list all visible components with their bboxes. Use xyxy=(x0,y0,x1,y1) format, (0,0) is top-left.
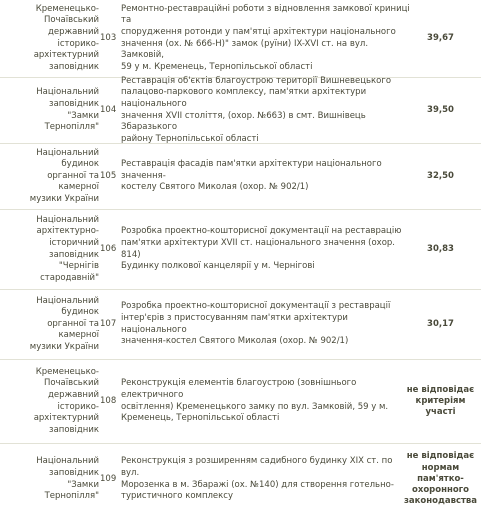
score-value: 30,83 xyxy=(427,243,454,254)
project-description: Розробка проектно-кошторисної документації з реставрації інтер'єрів з пристосуванням пам'ятки архітектури національного значення-костел Святого Миколая (охор. № 902/1) xyxy=(121,301,391,347)
row-number: 109 xyxy=(100,473,117,484)
table-row xyxy=(0,210,481,290)
organization-cell: Національний заповідник "Замки Тернопілля" xyxy=(36,456,99,502)
row-number: 104 xyxy=(100,104,117,115)
score-value: 32,50 xyxy=(427,170,454,181)
project-description: Реконструкція з розширенням садибного будинку XIX ст. по вул. Морозенка в м. Збаражі (ох. №140) для створення готельно- туристичного комплексу xyxy=(121,456,394,502)
score-value: 30,17 xyxy=(427,318,454,329)
table-row xyxy=(0,290,481,360)
table-row xyxy=(0,75,481,144)
score-note: не відповідає нормам пам'ятко- охоронного законодавства xyxy=(403,451,478,507)
project-description: Ремонтно-реставраційні роботи з відновлення замкової криниці та спорудження ротонди у пам'ятці архітектури національного значення (ох. № 666-Н)" замок (руїни) IX-XVI ст. на вул. Замковій, 59 у м. Кременець, Тернопільської області xyxy=(121,3,410,72)
organization-cell: Національний заповідник "Замки Тернопілля" xyxy=(36,87,99,133)
organization-cell: Національний будинок органної та камерної музики України xyxy=(29,147,99,204)
score-value: 39,67 xyxy=(427,32,454,43)
row-number: 103 xyxy=(100,32,117,43)
score-value: 39,50 xyxy=(427,104,454,115)
table-row xyxy=(0,144,481,210)
row-number: 108 xyxy=(100,395,117,406)
project-description: Реконструкція елементів благоустрою (зовнішнього електричного освітлення) Кременецького замку по вул. Замковій, 59 у м. Кременець, Тернопільської області xyxy=(121,378,389,424)
row-number: 107 xyxy=(100,318,117,329)
organization-cell: Кременецько- Почаївський державний історико- архітектурний заповідник xyxy=(33,366,99,435)
table-row xyxy=(0,360,481,444)
table-row xyxy=(0,444,481,515)
project-description: Розробка проектно-кошторисної документації на реставрацію пам'ятки архітектури XVII ст. національного значення (охор. 814) Будинку полкової канцелярії у м. Чернігові xyxy=(121,226,402,272)
organization-cell: Національний будинок органної та камерної музики України xyxy=(29,295,99,352)
organization-cell: Кременецько- Почаївський державний історико- архітектурний заповідник xyxy=(33,3,99,72)
organization-cell: Національний архітектурно- історичний заповідник "Чернігів стародавній" xyxy=(36,214,99,283)
project-description: Реставрація об'єктів благоустрою території Вишневецького палацово-паркового комплексу, пам'ятки архітектури національного значення XVII століття, (охор. №663) в смт. Вишнівець Збаразького району Тернопільської області xyxy=(121,75,392,144)
project-description: Реставрація фасадів пам'ятки архітектури національного значення- костелу Святого Миколая (охор. № 902/1) xyxy=(121,159,382,193)
row-number: 106 xyxy=(100,243,117,254)
table-row xyxy=(0,0,481,78)
row-number: 105 xyxy=(100,170,117,181)
score-note: не відповідає критеріям участі xyxy=(406,384,475,418)
